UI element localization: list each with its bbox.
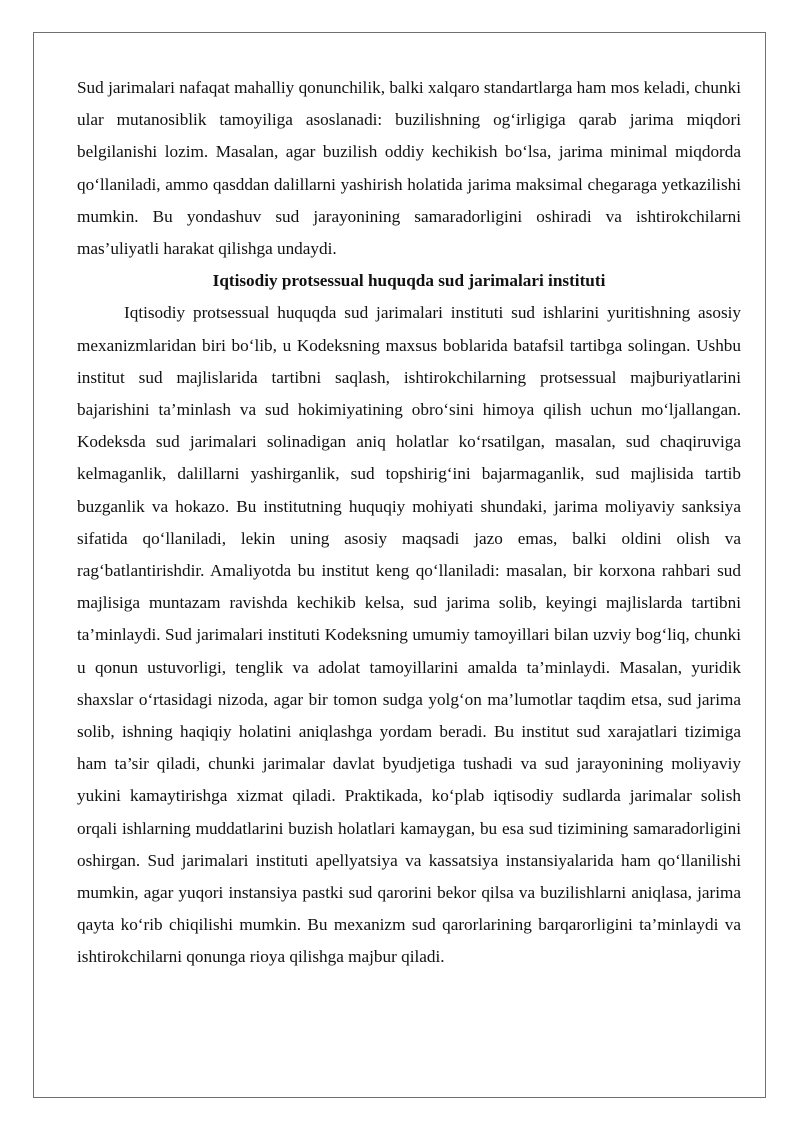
document-body	[77, 72, 741, 974]
section-heading: Iqtisodiy protsessual huquqda sud jarimalari instituti	[212, 271, 606, 291]
paragraph-intro: Sud jarimalari nafaqat mahalliy qonunchilik, balki xalqaro standartlarga ham mos keladi, chunki ular mutanosiblik tamoyiliga asoslanadi: buzilishning og‘irligiga qarab jarima miqdori belgilanishi lozim. Masalan, agar buzilish oddiy kechikish bo‘lsa, jarima minimal miqdorda qo‘llaniladi, ammo qasddan dalillarni yashirish holatida jarima maksimal chegaraga yetkazilishi mumkin. Bu yondashuv sud jarayonining samaradorligini oshiradi va ishtirokchilarni mas’uliyatli harakat qilishga undaydi.	[77, 78, 741, 259]
paragraph-main: Iqtisodiy protsessual huquqda sud jarimalari instituti sud ishlarini yuritishning asosiy mexanizmlaridan biri bo‘lib, u Kodeksning maxsus boblarida batafsil tartibga solingan. Ushbu institut sud majlislarida tartibni saqlash, ishtirokchilarning protsessual majburiyatlarini bajarishini ta’minlash va sud hokimiyatining obro‘sini himoya qilish uchun mo‘ljallangan. Kodeksda sud jarimalari solinadigan aniq holatlar ko‘rsatilgan, masalan, sud chaqiruviga kelmaganlik, dalillarni yashirganlik, sud topshirig‘ini bajarmaganlik, sud majlisida tartib buzganlik va hokazo. Bu institutning huquqiy mohiyati shundaki, jarima moliyaviy sanksiya sifatida qo‘llaniladi, lekin uning asosiy maqsadi jazo emas, balki oldini olish va rag‘batlantirishdir. Amaliyotda bu institut keng qo‘llaniladi: masalan, bir korxona rahbari sud majlisiga muntazam ravishda kechikib kelsa, sud jarima solib, keyingi majlislarda tartibni ta’minlaydi. Sud jarimalari instituti Kodeksning umumiy tamoyillari bilan uzviy bog‘liq, chunki u qonun ustuvorligi, tenglik va adolat tamoyillarini amalda ta’minlaydi. Masalan, yuridik shaxslar o‘rtasidagi nizoda, agar bir tomon sudga yolg‘on ma’lumotlar taqdim etsa, sud jarima solib, ishning haqiqiy holatini aniqlashga yordam beradi. Bu institut sud xarajatlari tizimiga ham ta’sir qiladi, chunki jarimalar davlat byudjetiga tushadi va sud jarayonining moliyaviy yukini kamaytirishga xizmat qiladi. Praktikada, ko‘plab iqtisodiy sudlarda jarimalar solish orqali ishlarning muddatlarini buzish holatlari kamaygan, bu esa sud tizimining samaradorligini oshirgan. Sud jarimalari instituti apellyatsiya va kassatsiya instansiyalarida ham qo‘llanilishi mumkin, agar yuqori instansiya pastki sud qarorini bekor qilsa va buzilishlarni aniqlasa, jarima qayta ko‘rib chiqilishi mumkin. Bu mexanizm sud qarorlarining barqarorligini ta’minlaydi va ishtirokchilarni qonunga rioya qilishga majbur qiladi.	[77, 303, 741, 967]
